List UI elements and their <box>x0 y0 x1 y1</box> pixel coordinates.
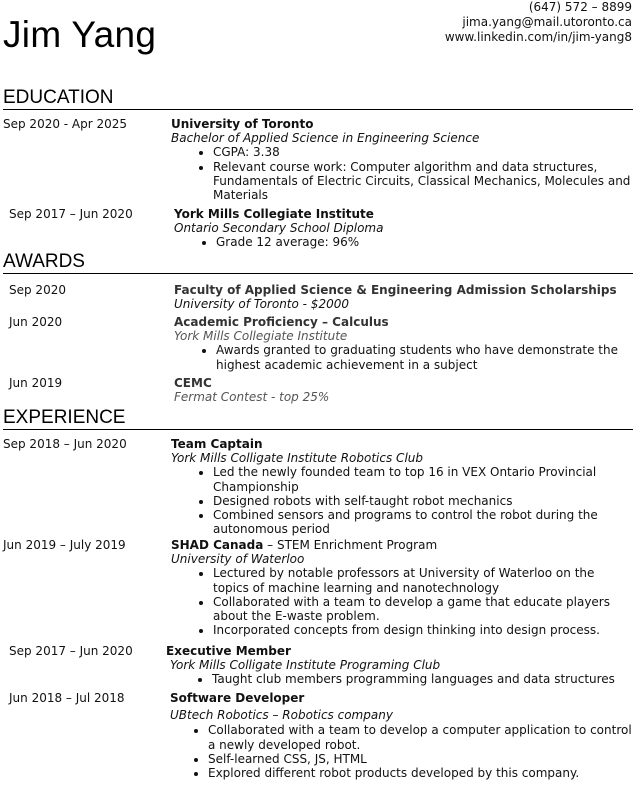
experience-entry <box>0 691 633 781</box>
entry-date: Jun 2018 – Jul 2018 <box>9 691 125 705</box>
entry-org: SHAD Canada <box>171 538 264 552</box>
entry-subtitle: Fermat Contest - top 25% <box>174 390 330 405</box>
bullet-item: • Self-learned CSS, JS, HTML <box>208 752 633 766</box>
bullet-item: • Led the newly founded team to top 16 in VEX Ontario Provincial Championship <box>213 465 633 493</box>
entry-bullets <box>174 235 633 249</box>
bullet-item: • Explored different robot products developed by this company. <box>208 766 633 780</box>
entry-date: Jun 2020 <box>9 315 63 329</box>
entry-date: Jun 2019 <box>9 376 63 390</box>
bullet-item: • CGPA: 3.38 <box>213 145 633 159</box>
bullet-item: • Combined sensors and programs to control the robot during the autonomous period <box>213 508 633 536</box>
bullet-item: • Lectured by notable professors at University of Waterloo on the topics of machine learning and nanotechnology <box>213 566 633 594</box>
resume-name: Jim Yang <box>3 14 157 55</box>
award-entry <box>0 376 633 408</box>
bullet-item: • Taught club members programming languages and data structures <box>212 672 633 686</box>
bullet-item: • Grade 12 average: 96% <box>216 235 633 249</box>
entry-org: Executive Member <box>166 644 291 658</box>
entry-date: Sep 2020 - Apr 2025 <box>3 117 128 131</box>
entry-date: Jun 2019 – July 2019 <box>3 538 126 552</box>
experience-entry <box>0 437 633 538</box>
entry-org: Faculty of Applied Science & Engineering Admission Scholarships <box>174 283 617 297</box>
award-entry <box>0 315 633 376</box>
linkedin-url: www.linkedin.com/in/jim-yang8 <box>444 30 632 44</box>
entry-date: Sep 2018 – Jun 2020 <box>3 437 127 451</box>
entry-org: York Mills Collegiate Institute <box>174 207 374 221</box>
entry-bullets <box>171 566 633 637</box>
experience-entry <box>0 538 633 644</box>
entry-date: Sep 2017 – Jun 2020 <box>9 207 133 221</box>
entry-subtitle: York Mills Collegiate Institute <box>174 329 348 344</box>
entry-org: Software Developer <box>170 691 305 705</box>
entry-date: Sep 2020 <box>9 283 66 297</box>
entry-bullets <box>171 145 633 202</box>
entry-subtitle: Bachelor of Applied Science in Engineering Science <box>171 131 480 146</box>
bullet-item: • Relevant course work: Computer algorithm and data structures, Fundamentals of Electric Circuits, Classical Mechanics, Molecules and Materials <box>213 160 633 203</box>
entry-subtitle: York Mills Colligate Institute Robotics Club <box>171 451 423 466</box>
education-entry <box>0 117 633 207</box>
entry-subtitle: York Mills Colligate Institute Programing Club <box>170 658 441 673</box>
entry-bullets <box>171 465 633 536</box>
experience-entry <box>0 644 633 691</box>
entry-bullets <box>166 672 633 686</box>
bullet-item: • Collaborated with a team to develop a computer application to control a newly developed robot. <box>208 723 633 751</box>
email-address: jima.yang@mail.utoronto.ca <box>462 15 632 29</box>
award-entry <box>0 283 633 315</box>
entry-org: CEMC <box>174 376 212 390</box>
bullet-item: • Designed robots with self-taught robot mechanics <box>213 494 633 508</box>
education-section <box>0 87 633 250</box>
phone-number: (647) 572 – 8899 <box>528 0 632 14</box>
section-title-education: EDUCATION <box>3 88 633 110</box>
entry-org: University of Toronto <box>171 117 314 131</box>
entry-bullets <box>174 343 633 371</box>
entry-date: Sep 2017 – Jun 2020 <box>9 644 133 658</box>
entry-org: Team Captain <box>171 437 263 451</box>
entry-subtitle: University of Waterloo <box>171 552 305 567</box>
section-title-awards: AWARDS <box>3 252 633 274</box>
entry-subtitle: Ontario Secondary School Diploma <box>174 221 384 236</box>
entry-org-suffix: – STEM Enrichment Program <box>263 538 438 552</box>
entry-subtitle: UBtech Robotics – Robotics company <box>170 708 393 723</box>
entry-subtitle: University of Toronto - $2000 <box>174 297 349 312</box>
contact-block <box>445 0 632 45</box>
bullet-item: • Incorporated concepts from design thinking into design process. <box>213 623 633 637</box>
entry-org-line <box>171 538 633 552</box>
section-title-experience: EXPERIENCE <box>3 408 633 430</box>
experience-section <box>0 408 633 781</box>
entry-org: Academic Proficiency – Calculus <box>174 315 389 329</box>
education-entry <box>0 207 633 250</box>
bullet-item: • Collaborated with a team to develop a game that educate players about the E-waste problem. <box>213 595 633 623</box>
entry-bullets <box>170 723 633 780</box>
awards-section <box>0 252 633 408</box>
bullet-item: • Awards granted to graduating students who have demonstrate the highest academic achievement in a subject <box>216 343 633 371</box>
